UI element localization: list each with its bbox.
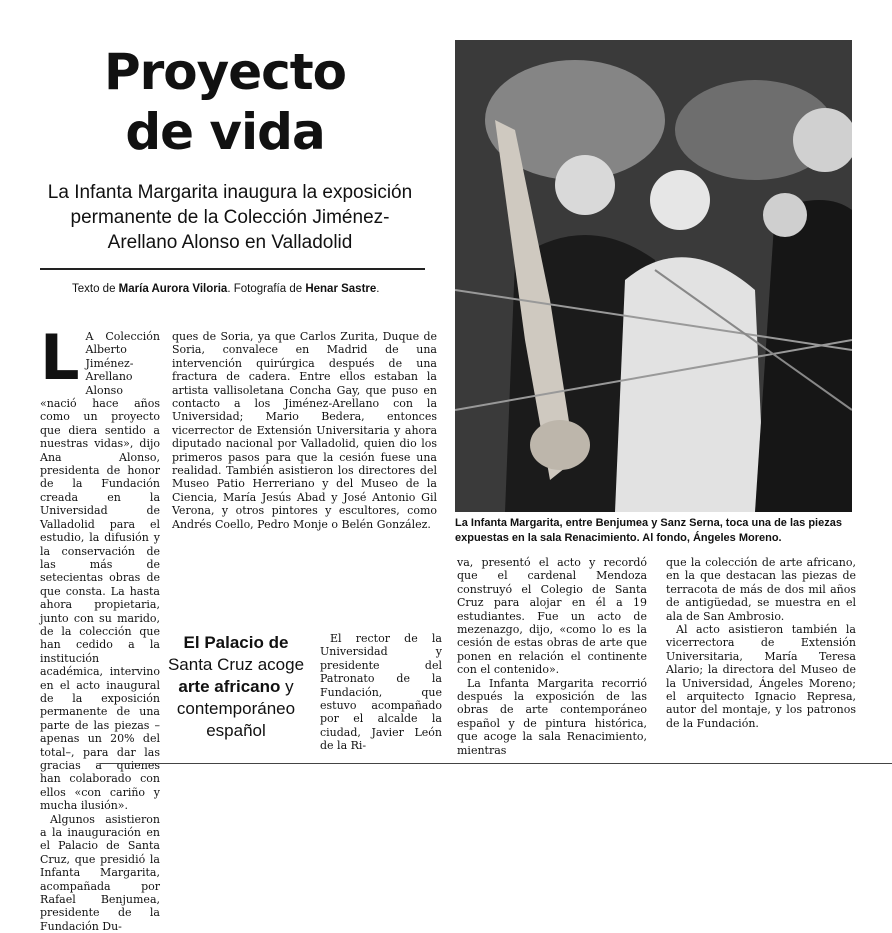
author-name: María Aurora Viloria <box>118 283 228 295</box>
article-column-4 <box>666 556 856 730</box>
column-4-paragraph-1: que la colección de arte africano, en la que destacan las piezas de terracota de más de dos mil años de antigüedad, se muestra en el ala de San Ambrosio. <box>666 556 856 623</box>
column-1-paragraph-1: A Colección Alberto Jiménez-Arellano Alonso «nació hace años como un proyecto que diera sentido a nuestras vidas», dijo Ana Alonso, presidenta de honor de la Fundación creada en la Universidad de Valladolid para el estudio, la difusión y la conservación de las más de setecientas obras de que consta. La hasta ahora propietaria, junto con su marido, de la colección que han cedido a la institución académica, intervino en el acto inaugural de la exposición permanente de una parte de las piezas –apenas un 20% del total–, para dar las gracias a quienes han colaborado con ellos «con cariño y mucha ilusión». <box>40 330 160 813</box>
article-column-3 <box>457 556 647 757</box>
subtitle: La Infanta Margarita inaugura la exposición permanente de la Colección Jiménez-Arellano Alonso en Valladolid <box>47 182 413 253</box>
exhibition-photo <box>455 40 852 512</box>
photographer-name: Henar Sastre <box>305 283 377 295</box>
column-3-paragraph-2: La Infanta Margarita recorrió después la exposición de las obras de arte contemporáneo español y de pintura histórica, que acoge la sala Renacimiento, mientras <box>457 676 647 757</box>
credits: Texto de María Aurora Viloria. Fotografía de Henar Sastre. <box>72 283 380 295</box>
pull-quote: El Palacio de Santa Cruz acoge arte africano y contemporáneo español <box>167 633 305 740</box>
drop-cap: L <box>40 321 80 394</box>
column-2-paragraph-1: ques de Soria, ya que Carlos Zurita, Duque de Soria, convalece en Madrid de una intervención quirúrgica después de una fractura de cadera. Entre ellos estaban la artista vallisoletana Concha Gay, que puso en contacto a los Jiménez-Arellano con la Universidad; Mario Bedera, entonces vicerrector de Extensión Universitaria y ahora diputado nacional por Valladolid, quien dio los primeros pasos para que la cesión fuese una realidad. También asistieron los directores del Museo Patio Herreriano y del Museo de la Ciencia, María Jesús Abad y José Antonio Gil Verona, y otros pintores y escultores, como Andrés Coello, Pedro Monje o Belén González. <box>172 330 437 531</box>
column-1-paragraph-2: Algunos asistieron a la inauguración en el Palacio de Santa Cruz, que presidió la Infanta Margarita, acompañada por Rafael Benjumea, presidente de la Fundación Du- <box>40 812 160 933</box>
article-column-1 <box>40 321 160 933</box>
headline-line-1: Proyecto <box>103 43 347 101</box>
column-3-paragraph-1: va, presentó el acto y recordó que el cardenal Mendoza construyó el Colegio de Santa Cruz para alojar en él a 19 estudiantes. Fue un acto de mezenazgo, dijo, «como lo es la cesión de estas obras de arte que ponen en relación el continente con el contenido». <box>457 556 647 677</box>
bottom-divider <box>100 763 892 764</box>
column-4-paragraph-2: Al acto asistieron también la vicerrectora de Extensión Universitaria, María Teresa Alario; la directora del Museo de la Universidad, Ángeles Moreno; el arquitecto Ignacio Represa, autor del montaje, y los patronos de la Fundación. <box>666 623 856 730</box>
headline <box>60 42 390 162</box>
photo-caption: La Infanta Margarita, entre Benjumea y Sanz Serna, toca una de las piezas expuestas en la sala Renacimiento. Al fondo, Ángeles Moreno. <box>455 517 842 544</box>
headline-line-2: de vida <box>125 103 325 161</box>
photo-illustration <box>455 40 852 512</box>
divider <box>40 268 425 270</box>
article-column-2 <box>172 330 442 531</box>
column-2-paragraph-2: El rector de la Universidad y presidente del Patronato de la Fundación, que estuvo acompañado por el alcalde la ciudad, Javier León de la Ri- <box>320 632 442 753</box>
